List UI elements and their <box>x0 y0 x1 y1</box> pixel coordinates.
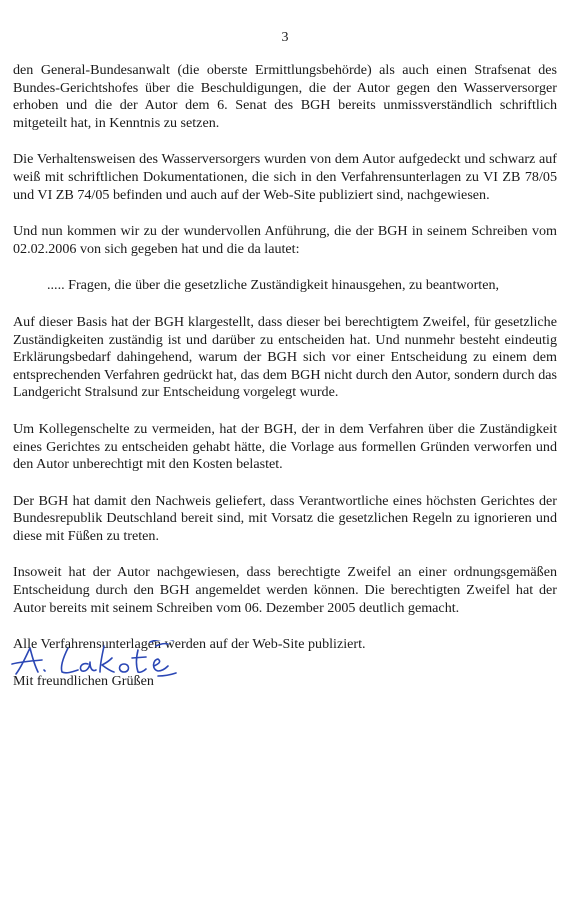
paragraph-8: Insoweit hat der Autor nachgewiesen, dass berechtigte Zweifel an einer ordnungsgemäßen Entscheidung durch den BGH angemeldet werden können. Die berechtigten Zweifel hat der Autor bereits mit seinem Schreiben vom 06. Dezember 2005 deutlich gemacht. <box>13 564 557 616</box>
quotation: ..... Fragen, die über die gesetzliche Zuständigkeit hinausgehen, zu beantworten, <box>47 277 500 294</box>
paragraph-1: den General-Bundesanwalt (die oberste Ermittlungsbehörde) als auch einen Strafsenat des Bundes-Gerichtshofes über die Beschuldigungen, die der Autor gegen den Wasserversorger erhoben und die der Autor dem 6. Senat des BGH bereits unmissverständlich schriftlich mitgeteilt hat, in Kenntnis zu setzen. <box>13 62 557 131</box>
paragraph-3: Und nun kommen wir zu der wundervollen Anführung, die der BGH in seinem Schreiben vom 02.02.2006 von sich gegeben hat und die da lautet: <box>13 223 557 257</box>
paragraph-6: Um Kollegenschelte zu vermeiden, hat der BGH, der in dem Verfahren über die Zuständigkeit eines Gerichtes zu entscheiden gehabt hätte, die Vorlage aus formellen Gründen verworfen und den Autor unberechtigt mit den Kosten belastet. <box>13 420 557 473</box>
handwritten-signature <box>8 640 183 680</box>
paragraph-9: Alle Verfahrensunterlagen werden auf der Web-Site publiziert. <box>13 636 366 653</box>
page-number: 3 <box>281 30 289 45</box>
letter-body <box>13 62 557 690</box>
paragraph-7: Der BGH hat damit den Nachweis geliefert, dass Verantwortliche eines höchsten Gerichtes der Bundesrepublik Deutschland bereit sind, mit Vorsatz die gesetzlichen Regeln zu ignorieren und diese mit Füßen zu treten. <box>13 492 557 544</box>
paragraph-2: Die Verhaltensweisen des Wasserversorgers wurden von dem Autor aufgedeckt und schwarz auf weiß mit schriftlichen Dokumentationen, die sich in den Verfahrensunterlagen zu VI ZB 78/05 und VI ZB 74/05 befinden und auch auf der Web-Site publiziert sind, nachgewiesen. <box>13 151 557 203</box>
paragraph-5: Auf dieser Basis hat der BGH klargestellt, dass dieser bei berechtigtem Zweifel, für gesetzliche Zuständigkeiten zuständig ist und darüber zu entscheiden hat. Und nunmehr besteht eindeutig Erklärungsbedarf dahingehend, warum der BGH sich vor einer Entscheidung zu einem dem entsprechenden Verfahren gedrückt hat, das dem BGH nicht durch den Autor, sondern durch das Landgericht Stralsund zur Entscheidung vorgelegt wurde. <box>13 313 557 401</box>
closing-salutation: Mit freundlichen Grüßen <box>13 672 154 689</box>
